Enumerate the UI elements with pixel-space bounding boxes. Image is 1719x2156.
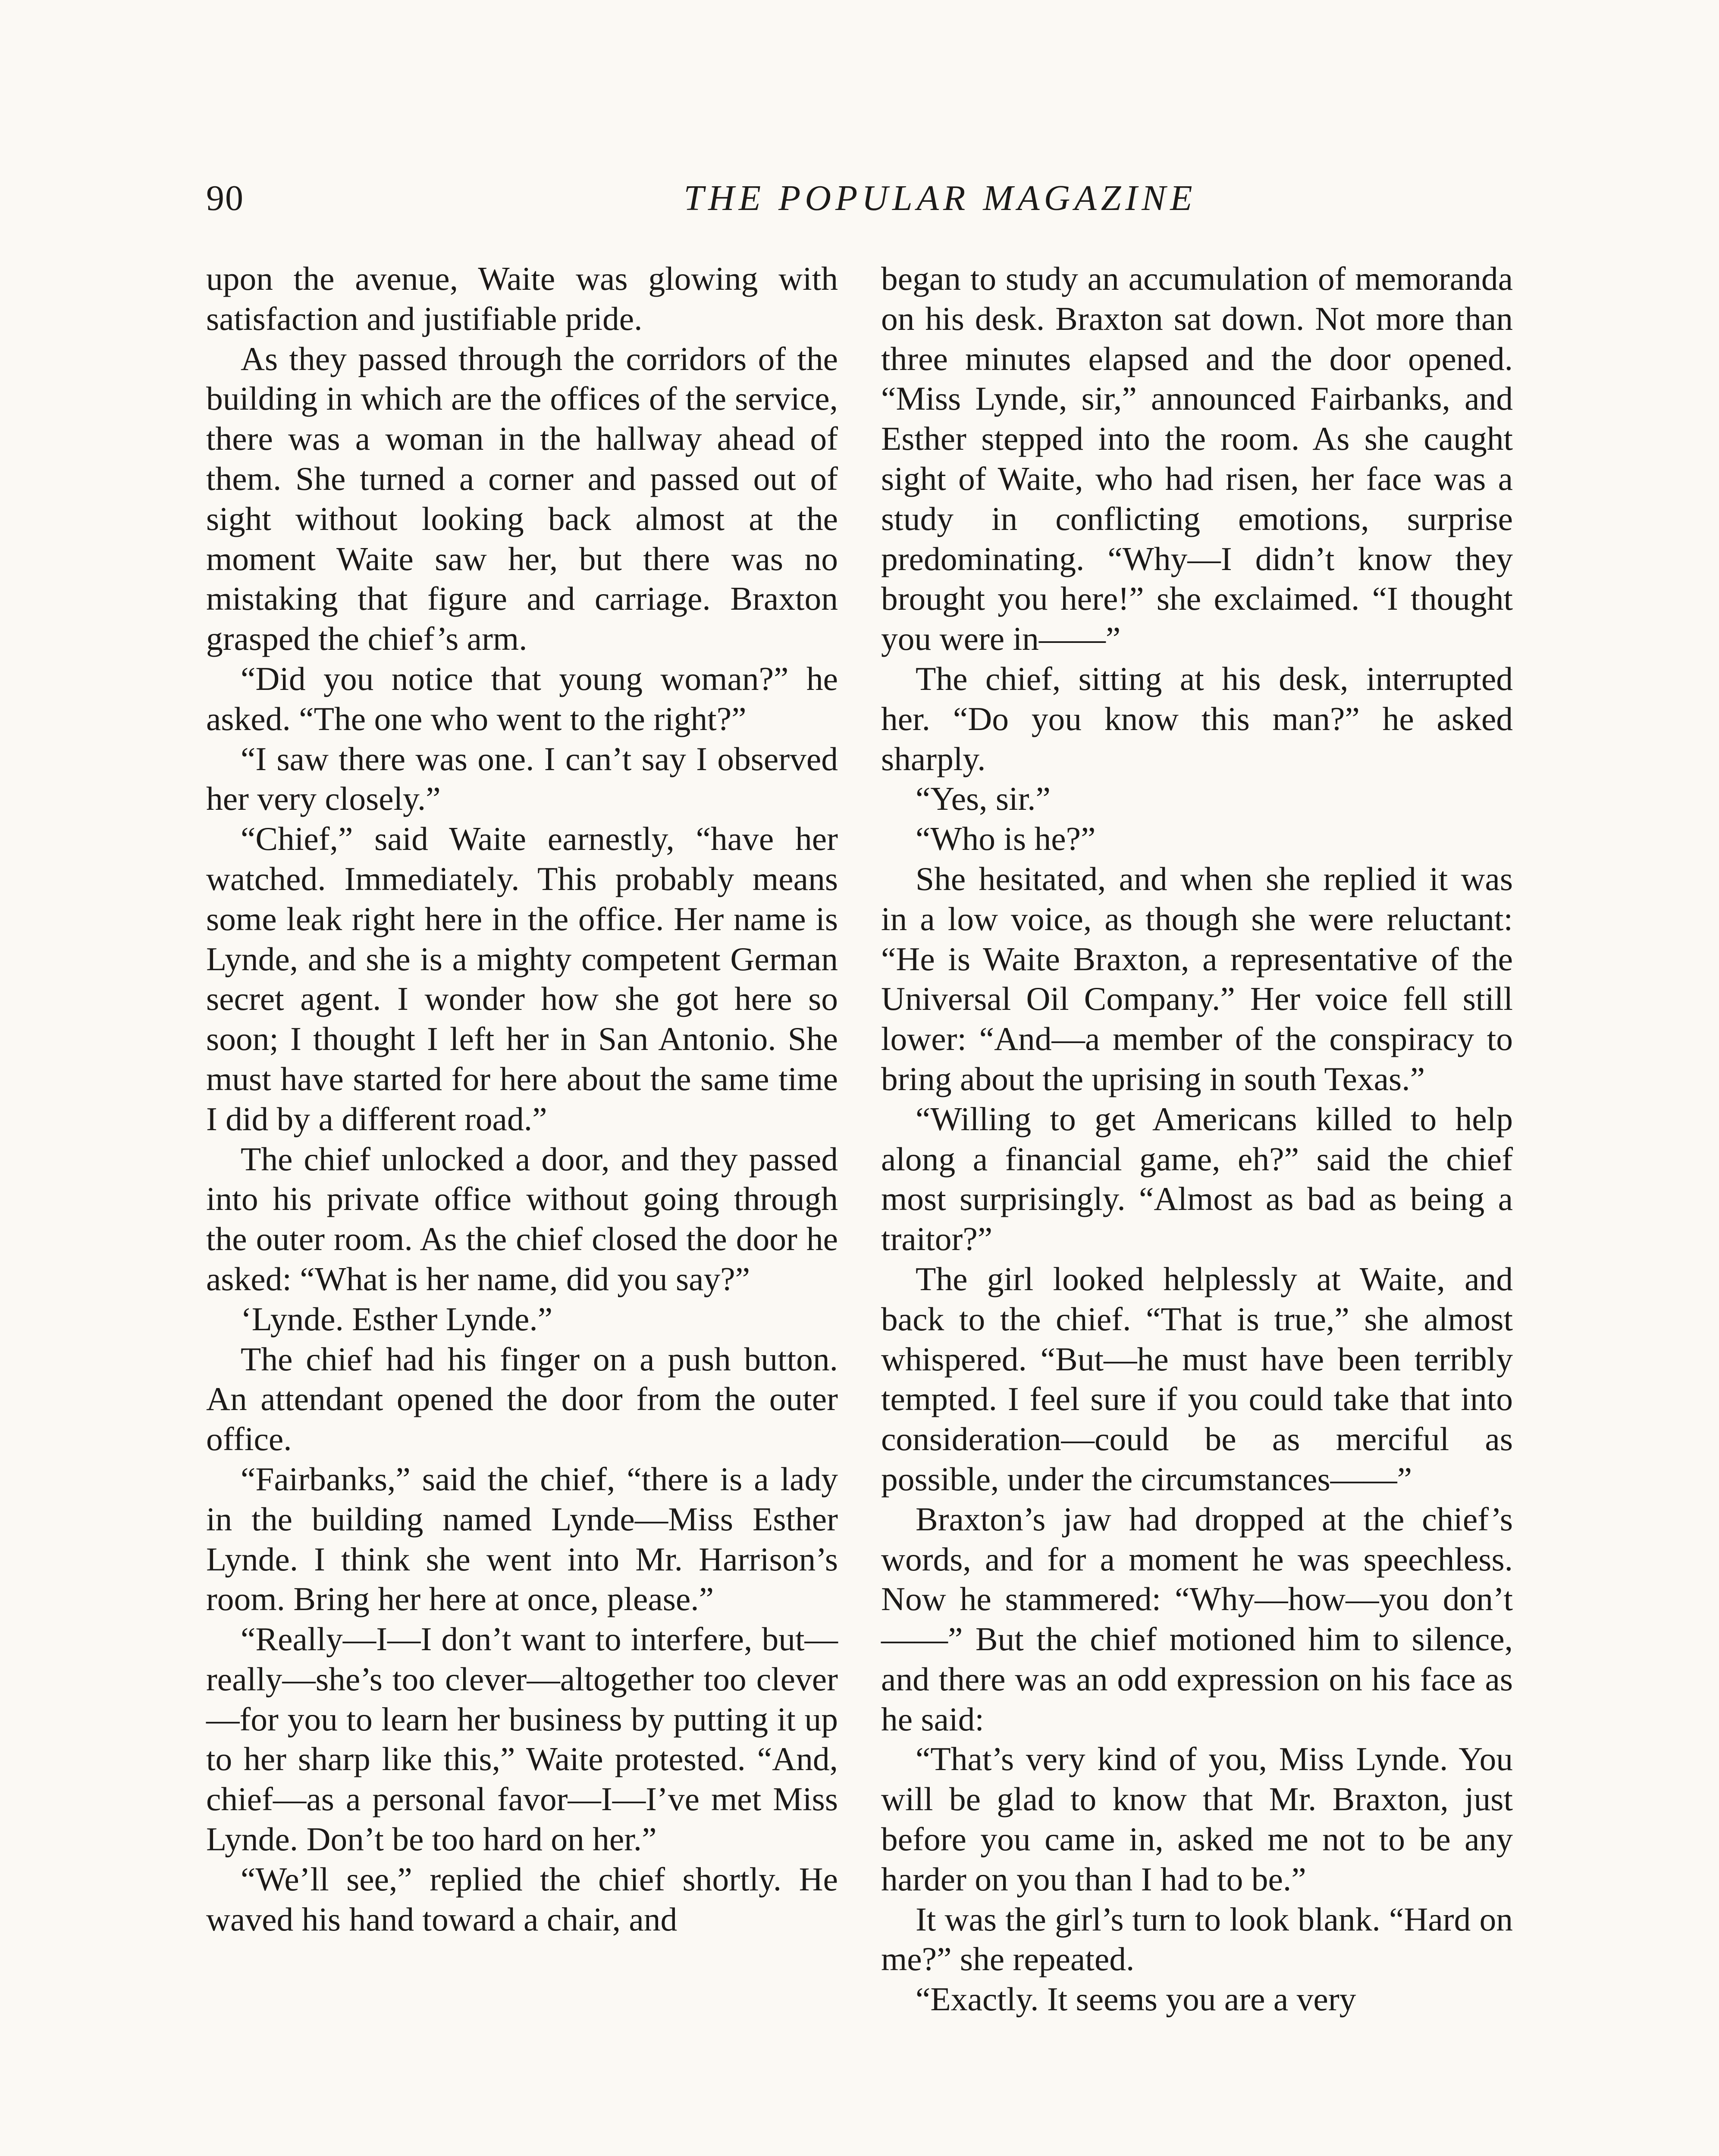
paragraph: “Fairbanks,” said the chief, “there is a lady in the building named Lynde—Miss Esther Lynde. I think she went into Mr. Harrison’s room. Bring her here at once, please.” xyxy=(206,1460,838,1618)
paragraph: “Chief,” said Waite earnestly, “have her watched. Immediately. This probably means some leak right here in the office. Her name is Lynde, and she is a mighty competent German secret agent. I wonder how she got here so soon; I thought I left her in San Antonio. She must have started for here about the same time I did by a different road.” xyxy=(206,820,838,1138)
paragraph: The chief had his finger on a push button. An attendant opened the door from the outer office. xyxy=(206,1340,838,1458)
paragraph: “Really—I—I don’t want to interfere, but—really—she’s too clever—altogether too clever—for you to learn her business by putting it up to her sharp like this,” Waite protested. “And, chief—as a personal favor—I—I’ve met Miss Lynde. Don’t be too hard on her.” xyxy=(206,1620,838,1858)
paragraph: She hesitated, and when she replied it was in a low voice, as though she were reluctant: “He is Waite Braxton, a representative of the Universal Oil Company.” Her voice fell still lower: “And—a member of the conspiracy to bring about the uprising in south Texas.” xyxy=(881,860,1513,1097)
paragraph: The chief unlocked a door, and they passed into his private office without going through the outer room. As the chief closed the door he asked: “What is her name, did you say?” xyxy=(206,1140,838,1297)
page-number: 90 xyxy=(206,178,244,218)
paragraph: ‘Lynde. Esther Lynde.” xyxy=(241,1300,553,1338)
paragraph: “We’ll see,” replied the chief shortly. He waved his hand toward a chair, and xyxy=(206,1860,838,1938)
right-column xyxy=(881,259,1513,2019)
paragraph: “Did you notice that young woman?” he asked. “The one who went to the right?” xyxy=(206,660,838,737)
paragraph: upon the avenue, Waite was glowing with satisfaction and justifiable pride. xyxy=(206,260,838,337)
paragraph: The chief, sitting at his desk, interrupted her. “Do you know this man?” he asked sharply. xyxy=(881,660,1513,777)
paragraph: Braxton’s jaw had dropped at the chief’s words, and for a moment he was speechless. Now he stammered: “Why—how—you don’t——” But the chief motioned him to silence, and there was an odd expression on his face as he said: xyxy=(881,1500,1513,1738)
paragraph: The girl looked helplessly at Waite, and back to the chief. “That is true,” she almost whispered. “But—he must have been terribly tempted. I feel sure if you could take that into consideration—could be as merciful as possible, under the circumstances——” xyxy=(881,1260,1513,1498)
paragraph: As they passed through the corridors of the building in which are the offices of the service, there was a woman in the hallway ahead of them. She turned a corner and passed out of sight without looking back almost at the moment Waite saw her, but there was no mistaking that figure and carriage. Braxton grasped the chief’s arm. xyxy=(206,340,838,658)
paragraph: “That’s very kind of you, Miss Lynde. You will be glad to know that Mr. Braxton, just before you came in, asked me not to be any harder on you than I had to be.” xyxy=(881,1740,1513,1898)
paragraph: “Exactly. It seems you are a very xyxy=(916,1981,1356,2018)
paragraph: “Who is he?” xyxy=(916,820,1096,858)
paragraph: “I saw there was one. I can’t say I observed her very closely.” xyxy=(206,740,838,818)
paragraph: It was the girl’s turn to look blank. “Hard on me?” she repeated. xyxy=(881,1900,1513,1978)
left-column xyxy=(206,259,838,1939)
paragraph: “Willing to get Americans killed to help along a financial game, eh?” said the chief most surprisingly. “Almost as bad as being a traitor?” xyxy=(881,1100,1513,1258)
paragraph: “Yes, sir.” xyxy=(916,780,1051,818)
paragraph: began to study an accumulation of memoranda on his desk. Braxton sat down. Not more than three minutes elapsed and the door opened. “Miss Lynde, sir,” announced Fairbanks, and Esther stepped into the room. As she caught sight of Waite, who had risen, her face was a study in conflicting emotions, surprise predominating. “Why—I didn’t know they brought you here!” she exclaimed. “I thought you were in——” xyxy=(881,260,1513,658)
running-head: THE POPULAR MAGAZINE xyxy=(684,178,1197,218)
